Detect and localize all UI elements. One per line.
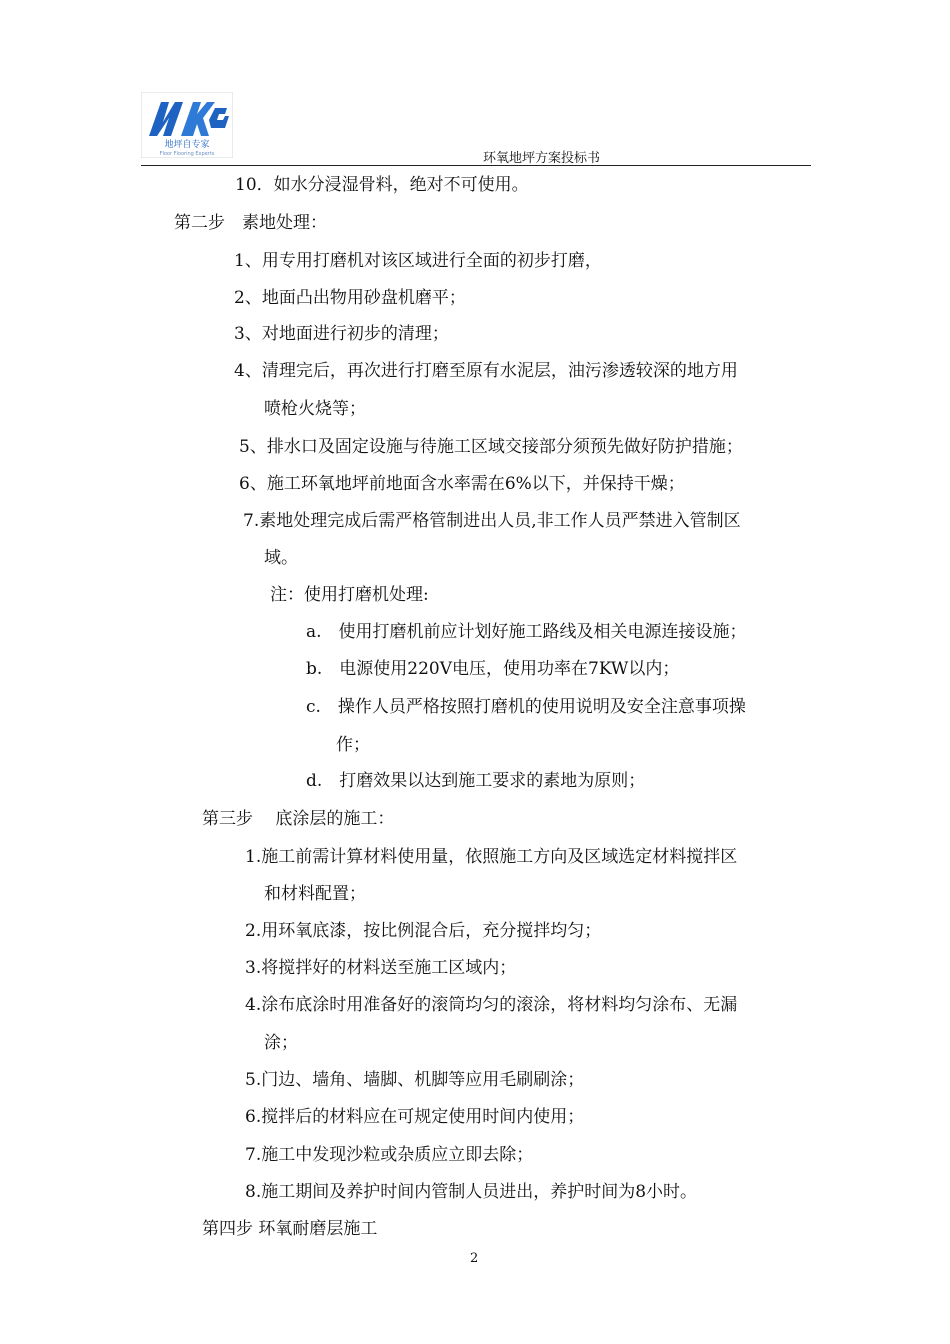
text-line: 6、施工环氧地坪前地面含水率需在6%以下，并保持干燥； xyxy=(239,474,685,494)
text-line: 1、用专用打磨机对该区域进行全面的初步打磨， xyxy=(234,251,602,271)
logo-subtext: Floor Flooring Experts xyxy=(159,151,215,157)
text-line: b. 电源使用220V电压，使用功率在7KW以内； xyxy=(306,659,680,679)
text-line: 7.施工中发现沙粒或杂质应立即去除； xyxy=(245,1145,534,1165)
note-heading: 注：使用打磨机处理: xyxy=(270,585,429,605)
text-line: 7.素地处理完成后需严格管制进出人员,非工作人员严禁进入管制区 xyxy=(243,511,741,531)
text-line: 4、清理完后，再次进行打磨至原有水泥层，油污渗透较深的地方用 xyxy=(234,361,738,381)
company-logo xyxy=(141,92,233,158)
text-line: 2、地面凸出物用砂盘机磨平； xyxy=(234,288,466,308)
text-line: 6.搅拌后的材料应在可规定使用时间内使用； xyxy=(245,1107,585,1127)
text-line: 作； xyxy=(336,735,370,755)
page-number: 2 xyxy=(470,1251,479,1266)
text-line: 和材料配置； xyxy=(264,884,366,904)
text-line: 3.将搅拌好的材料送至施工区域内； xyxy=(245,958,517,978)
header-divider xyxy=(141,165,811,166)
logo-text: 地坪自专家 xyxy=(164,140,210,150)
text-line: 1.施工前需计算材料使用量，依照施工方向及区域选定材料搅拌区 xyxy=(245,847,738,867)
section-heading: 第二步 素地处理： xyxy=(174,213,327,233)
text-line: a. 使用打磨机前应计划好施工路线及相关电源连接设施； xyxy=(306,622,747,642)
section-heading: 第三步 底涂层的施工： xyxy=(202,809,395,829)
text-line: 5、排水口及固定设施与待施工区域交接部分须预先做好防护措施； xyxy=(239,437,743,457)
text-line: 涂； xyxy=(264,1033,298,1053)
document-header-title: 环氧地坪方案投标书 xyxy=(483,151,601,166)
text-line: 3、对地面进行初步的清理； xyxy=(234,324,449,344)
text-line: 5.门边、墙角、墙脚、机脚等应用毛刷刷涂； xyxy=(245,1070,585,1090)
text-line: 8.施工期间及养护时间内管制人员进出，养护时间为8小时。 xyxy=(245,1182,698,1202)
text-line: d. 打磨效果以达到施工要求的素地为原则； xyxy=(306,771,646,791)
text-line: 喷枪火烧等； xyxy=(264,399,366,419)
text-line: c. 操作人员严格按照打磨机的使用说明及安全注意事项操 xyxy=(306,697,746,717)
text-line: 2.用环氧底漆，按比例混合后，充分搅拌均匀； xyxy=(245,921,602,941)
text-line: 域。 xyxy=(264,548,298,568)
text-line: 10．如水分浸湿骨料，绝对不可使用。 xyxy=(235,175,529,195)
text-line: 4.涂布底涂时用准备好的滚筒均匀的滚涂，将材料均匀涂布、无漏 xyxy=(245,995,738,1015)
section-heading: 第四步 环氧耐磨层施工 xyxy=(202,1219,378,1239)
